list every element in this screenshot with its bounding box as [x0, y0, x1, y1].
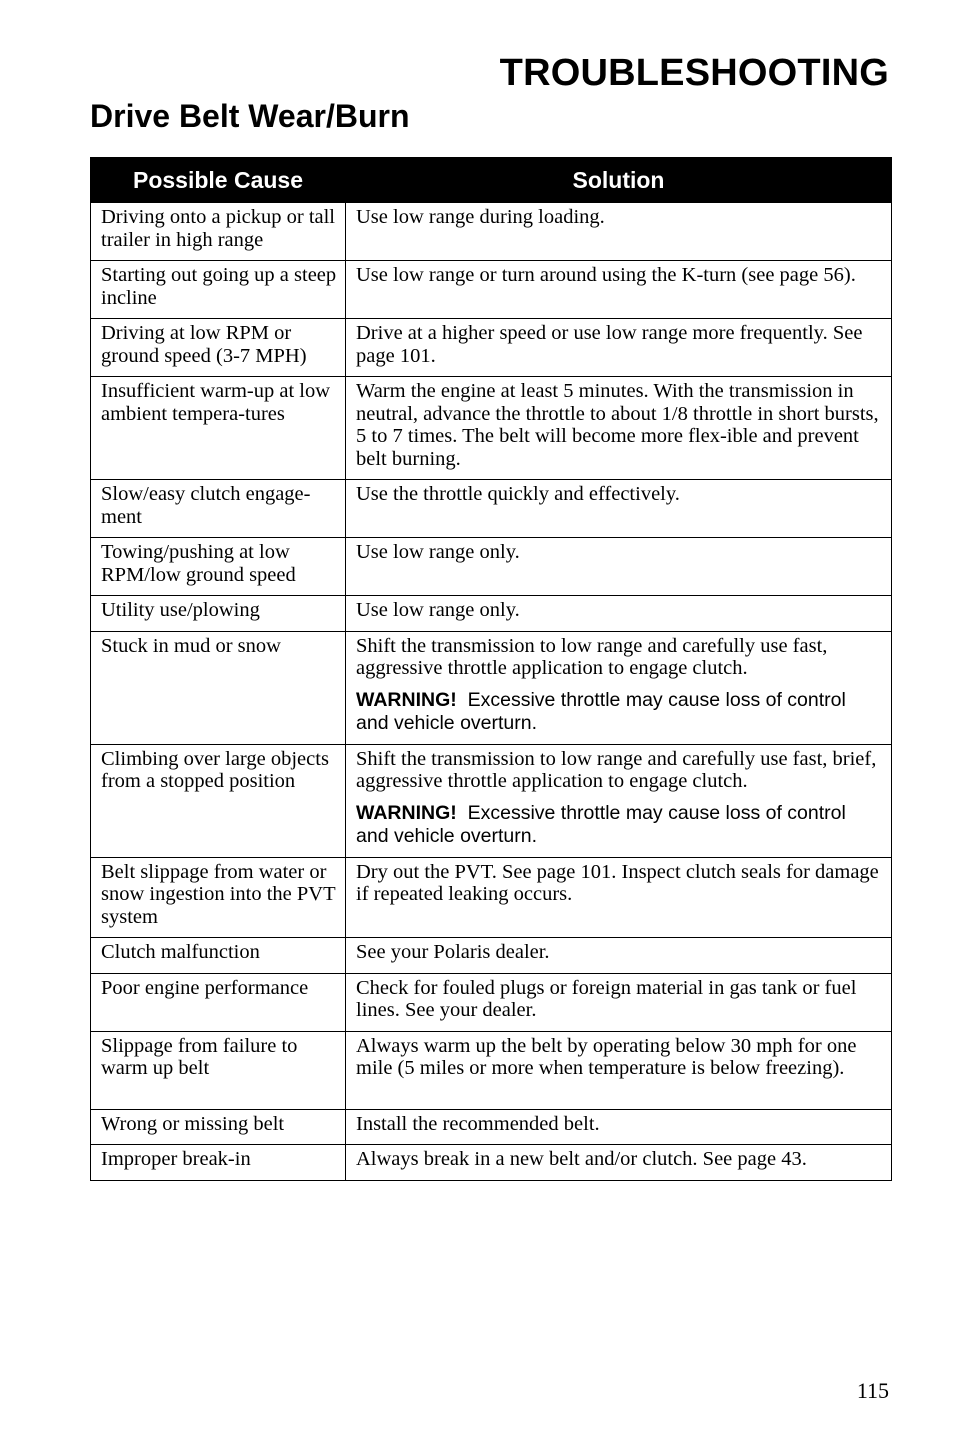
header-solution: Solution [346, 158, 892, 203]
table-row [91, 203, 892, 261]
solution-cell: Drive at a higher speed or use low range more frequently. See page 101. [346, 319, 892, 377]
table-row [91, 261, 892, 319]
table-row [91, 377, 892, 480]
solution-text: Shift the transmission to low range and carefully use fast, brief, aggressive throttle application to engage clutch. [356, 747, 877, 792]
cause-cell: Poor engine performance [91, 973, 346, 1031]
table-row [91, 1145, 892, 1181]
cause-cell: Climbing over large objects from a stopped position [91, 744, 346, 857]
cause-cell: Driving at low RPM or ground speed (3-7 MPH) [91, 319, 346, 377]
cause-cell: Stuck in mud or snow [91, 631, 346, 744]
cause-cell: Improper break-in [91, 1145, 346, 1181]
cause-cell: Starting out going up a steep incline [91, 261, 346, 319]
page-title: TROUBLESHOOTING [499, 52, 889, 94]
table-row [91, 538, 892, 596]
section-title: Drive Belt Wear/Burn [90, 98, 410, 134]
cause-cell: Slow/easy clutch engage-ment [91, 480, 346, 538]
solution-cell: Always warm up the belt by operating below 30 mph for one mile (5 miles or more when temperature is below freezing). [346, 1031, 892, 1109]
warning-label: WARNING! [356, 801, 457, 824]
troubleshooting-table [90, 157, 892, 1181]
solution-cell: Install the recommended belt. [346, 1109, 892, 1145]
cause-cell: Insufficient warm-up at low ambient tempera-tures [91, 377, 346, 480]
solution-cell: Use low range during loading. [346, 203, 892, 261]
cause-cell: Towing/pushing at low RPM/low ground speed [91, 538, 346, 596]
solution-cell [346, 631, 892, 744]
cause-cell: Belt slippage from water or snow ingestion into the PVT system [91, 857, 346, 938]
table-row [91, 857, 892, 938]
page-number: 115 [856, 1378, 889, 1403]
table-row [91, 1031, 892, 1109]
solution-cell [346, 744, 892, 857]
table-row [91, 596, 892, 632]
solution-cell: Check for fouled plugs or foreign material in gas tank or fuel lines. See your dealer. [346, 973, 892, 1031]
solution-cell: Warm the engine at least 5 minutes. With the transmission in neutral, advance the throttle to about 1/8 throttle in short bursts, 5 to 7 times. The belt will become more flex-ible and prevent belt burning. [346, 377, 892, 480]
cause-cell: Slippage from failure to warm up belt [91, 1031, 346, 1109]
cause-cell: Clutch malfunction [91, 938, 346, 974]
warning-note [356, 802, 883, 848]
solution-cell: Use low range only. [346, 538, 892, 596]
solution-cell: Dry out the PVT. See page 101. Inspect clutch seals for damage if repeated leaking occurs. [346, 857, 892, 938]
table-row [91, 938, 892, 974]
solution-cell: See your Polaris dealer. [346, 938, 892, 974]
solution-cell: Use low range or turn around using the K-turn (see page 56). [346, 261, 892, 319]
solution-cell: Use low range only. [346, 596, 892, 632]
solution-cell: Use the throttle quickly and effectively. [346, 480, 892, 538]
table-header-row [91, 158, 892, 203]
table-row [91, 319, 892, 377]
cause-cell: Wrong or missing belt [91, 1109, 346, 1145]
cause-cell: Driving onto a pickup or tall trailer in high range [91, 203, 346, 261]
warning-note [356, 689, 883, 735]
warning-label: WARNING! [356, 688, 457, 711]
header-possible-cause: Possible Cause [91, 158, 346, 203]
warning-text: Excessive throttle may cause loss of control and vehicle overturn. [356, 688, 846, 734]
table-row [91, 744, 892, 857]
solution-text: Shift the transmission to low range and carefully use fast, aggressive throttle application to engage clutch. [356, 634, 828, 679]
table-row [91, 973, 892, 1031]
table-row [91, 480, 892, 538]
warning-text: Excessive throttle may cause loss of control and vehicle overturn. [356, 801, 846, 847]
cause-cell: Utility use/plowing [91, 596, 346, 632]
solution-cell: Always break in a new belt and/or clutch. See page 43. [346, 1145, 892, 1181]
table-row [91, 1109, 892, 1145]
table-row [91, 631, 892, 744]
